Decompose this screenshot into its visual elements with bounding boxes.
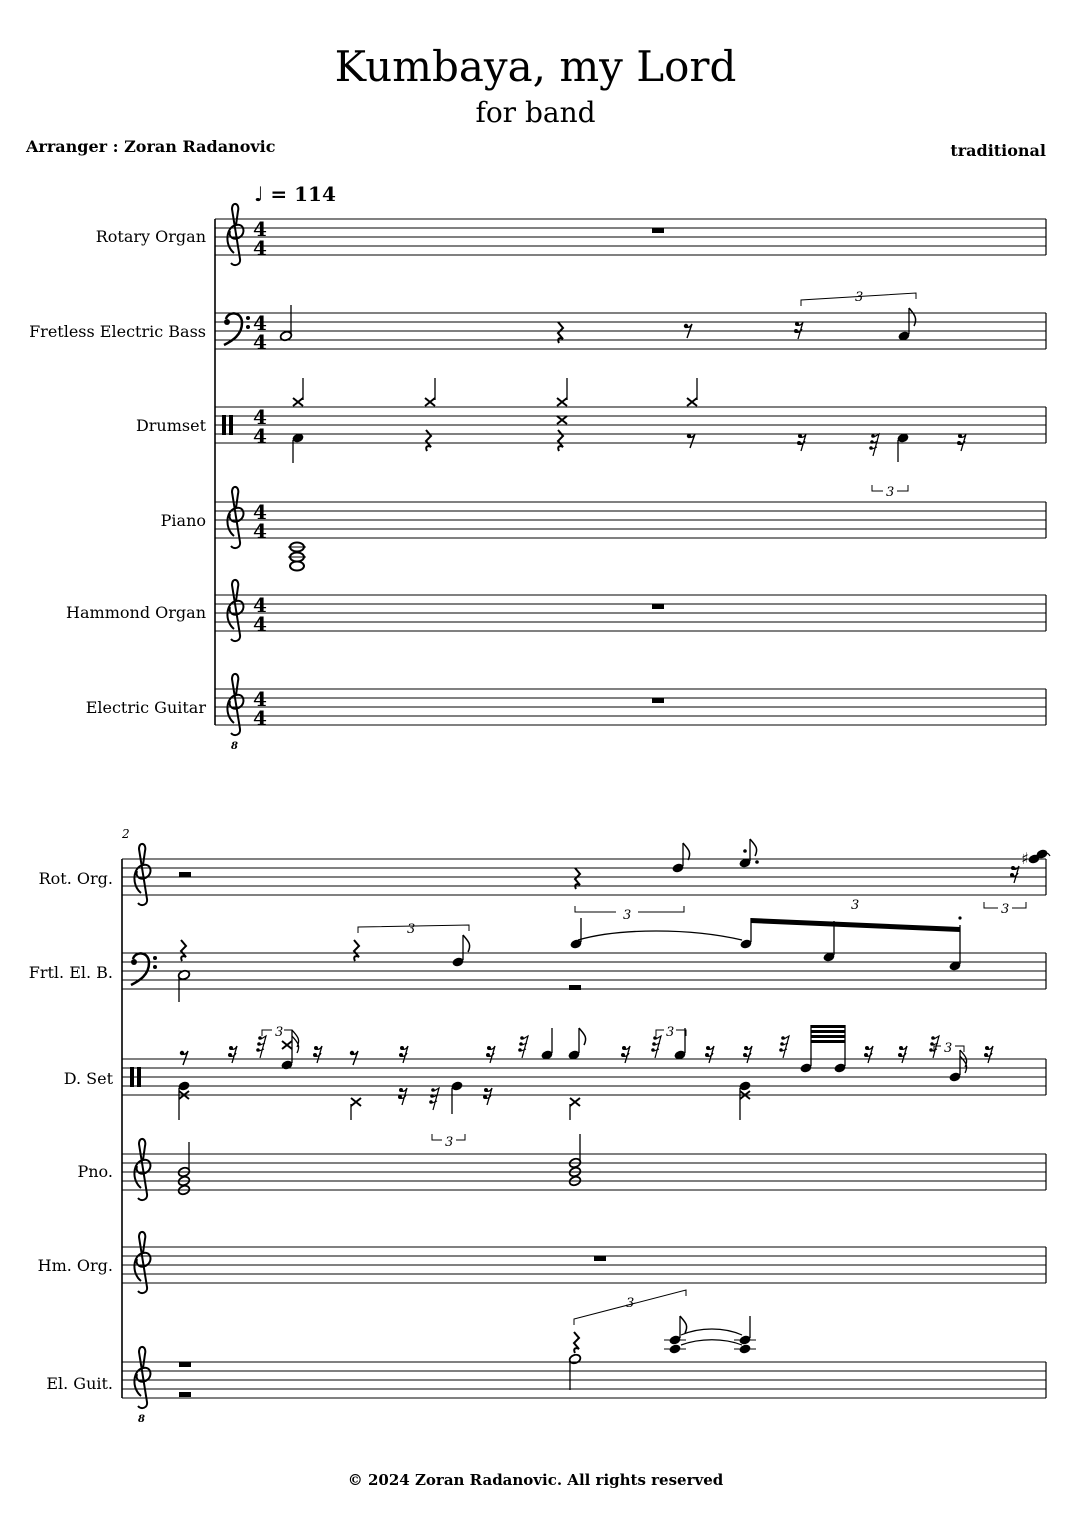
svg-text:3: 3 (1001, 902, 1010, 917)
svg-text:8: 8 (138, 1414, 145, 1425)
svg-text:♯: ♯ (1021, 849, 1029, 868)
instrument-name-rotary-organ: Rotary Organ (95, 227, 206, 246)
staff-hm-org (122, 1232, 1046, 1293)
svg-text:4: 4 (253, 405, 267, 429)
instrument-short-rot-org: Rot. Org. (38, 869, 113, 888)
svg-text:3: 3 (855, 290, 864, 305)
svg-text:4: 4 (253, 612, 267, 636)
instrument-name-piano: Piano (160, 511, 206, 530)
svg-text:8: 8 (231, 741, 238, 752)
svg-text:4: 4 (253, 311, 267, 335)
svg-text:3: 3 (886, 485, 895, 500)
svg-text:4: 4 (253, 519, 267, 543)
svg-text:3: 3 (851, 898, 860, 913)
staff-piano (215, 487, 1046, 571)
svg-text:3: 3 (623, 908, 632, 923)
svg-text:4: 4 (253, 593, 267, 617)
svg-text:4: 4 (253, 217, 267, 241)
instrument-short-el-guit: El. Guit. (46, 1374, 113, 1393)
svg-text:3: 3 (944, 1041, 953, 1056)
copyright-footer: © 2024 Zoran Radanovic. All rights reserved (347, 1471, 724, 1489)
svg-text:3: 3 (407, 922, 416, 937)
measure-number: 2 (122, 827, 130, 841)
instrument-name-drumset: Drumset (135, 416, 206, 435)
system-1 (215, 204, 1046, 752)
staff-hammond-organ (215, 580, 1046, 641)
instrument-short-d-set: D. Set (63, 1069, 113, 1088)
staff-rotary-organ (215, 204, 1046, 265)
score-subtitle: for band (475, 96, 596, 129)
staff-electric-guitar (215, 674, 1046, 752)
svg-text:4: 4 (253, 424, 267, 448)
instrument-name-hammond-organ: Hammond Organ (66, 603, 206, 622)
quarter-note-icon: ♩ (254, 182, 264, 206)
instrument-short-pno: Pno. (77, 1162, 113, 1181)
svg-text:3: 3 (626, 1296, 635, 1311)
svg-text:4: 4 (253, 500, 267, 524)
tempo-value: = 114 (270, 182, 336, 206)
staff-d-set (122, 1025, 1046, 1150)
svg-text:3: 3 (445, 1135, 454, 1150)
svg-text:4: 4 (253, 687, 267, 711)
svg-text:4: 4 (253, 236, 267, 260)
staff-drumset (215, 378, 1046, 500)
instrument-name-fretless-bass: Fretless Electric Bass (29, 322, 206, 341)
system-2 (122, 839, 1050, 1425)
staff-el-guit (122, 1290, 1046, 1425)
composer-credit: traditional (950, 141, 1046, 160)
score-title: Kumbaya, my Lord (334, 42, 737, 91)
instrument-name-electric-guitar: Electric Guitar (85, 698, 206, 717)
svg-text:3: 3 (275, 1025, 284, 1040)
svg-text:3: 3 (666, 1025, 675, 1040)
instrument-short-hm-org: Hm. Org. (37, 1256, 113, 1275)
arranger-credit: Arranger : Zoran Radanovic (26, 137, 276, 156)
staff-pno (122, 1134, 1046, 1200)
staff-frtl-el-b (122, 898, 1046, 1002)
staff-rot-org (122, 839, 1050, 923)
instrument-short-frtl-el-b: Frtl. El. B. (28, 963, 113, 982)
staff-fretless-bass (215, 290, 1046, 354)
svg-text:4: 4 (253, 330, 267, 354)
svg-text:4: 4 (253, 706, 267, 730)
